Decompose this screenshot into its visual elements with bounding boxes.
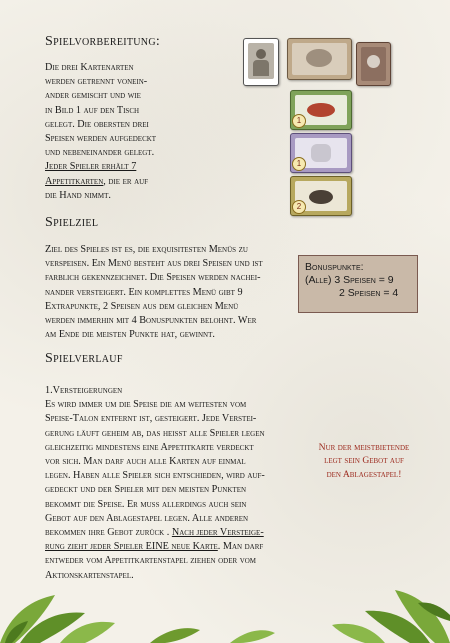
dish-shape — [306, 49, 332, 67]
text-line: Aktionskartenstapel. — [45, 569, 134, 581]
leaf-right-cluster — [332, 590, 450, 643]
text-line — [45, 160, 156, 174]
underlined-text: Jeder Spieler erhält 7 — [45, 161, 137, 173]
text-line: ander gemischt und wie — [45, 90, 141, 102]
text-line: am Ende die meisten Punkte hat, gewinnt. — [45, 329, 215, 341]
note-line: legt sein Gebot auf — [324, 455, 404, 467]
figure-body-shape — [253, 60, 269, 76]
text-fragment: , die er auf — [103, 175, 149, 187]
text-line: werden getrennt vonein- — [45, 76, 148, 88]
text-line: Speise-Talon entfernt ist, gesteigert. Jede Verstei- — [45, 413, 257, 425]
text-line: vor sich. Man darf auch alle Karten auf einmal — [45, 456, 246, 468]
points-badge: 1 — [292, 157, 306, 171]
text-line: gleichzeitig mindestens eine Appetitkarte verdeckt — [45, 441, 254, 453]
card-art — [248, 43, 274, 79]
text-line: farblich gekennzeichnet. Die Speisen werden nachei- — [45, 272, 261, 284]
text-line: Ziel des Spieles ist es, die exquisitesten Menüs zu — [45, 244, 248, 255]
text-fragment: bekommen ihre Gebot zurück . — [45, 527, 172, 539]
figure-head-shape — [256, 49, 266, 59]
text-line: gelegt. Die obersten drei — [45, 118, 149, 130]
text-line: bekommt die Speise. Er muss allerdings auch sein — [45, 498, 247, 510]
card-art — [361, 47, 386, 81]
text-line: werden immerhin mit 4 Bonuspunkten belohnt. Wer — [45, 315, 257, 327]
underlined-text: Nach jeder Versteige- — [171, 527, 264, 539]
text-line — [45, 526, 265, 540]
dish-shape — [307, 103, 335, 117]
text-line: die Hand nimmt. — [45, 189, 111, 201]
bonus-line-two: 2 Speisen = 4 — [339, 287, 399, 299]
note-line: den Ablagestapel! — [326, 468, 402, 480]
text-line: legen. Haben alle Spieler sich entschieden, wird auf- — [45, 470, 265, 482]
text-fragment: . Man darf — [217, 541, 264, 553]
card-art — [292, 43, 347, 75]
heading-spielvorbereitung: Spielvorbereitung: — [45, 34, 161, 49]
dish-shape — [309, 190, 333, 204]
text-line — [45, 175, 156, 189]
text-line: gedeckt und der Spieler mit den meisten Punkten — [45, 484, 247, 496]
setup-paragraph — [45, 61, 156, 203]
bonus-title: Bonuspunkte: — [305, 261, 364, 273]
points-badge: 2 — [292, 200, 306, 214]
leaf-middle-cluster — [150, 628, 275, 643]
text-line: Die drei Kartenarten — [45, 62, 134, 73]
subheading-versteigerungen: 1.Versteigerungen — [45, 385, 123, 396]
underlined-text: rung zieht jeder Spieler EINE neue Karte — [45, 541, 218, 553]
note-line: Nur der meistbietende — [318, 442, 410, 453]
text-line: und nebeneinander gelegt. — [45, 147, 155, 159]
leaf-left-cluster — [0, 595, 115, 643]
dish-shape — [311, 144, 331, 162]
decorative-leaves — [0, 575, 450, 643]
heading-spielverlauf: Spielverlauf — [45, 351, 123, 366]
text-line: nander versteigert. Ein komplettes Menü gibt 9 — [45, 286, 243, 298]
dish-card-deck — [287, 38, 352, 80]
bonus-line-all: (Alle) 3 Speisen = 9 — [305, 274, 394, 286]
points-badge: 1 — [292, 114, 306, 128]
text-line: Gebot auf den Ablagestapel legen. Alle anderen — [45, 512, 249, 524]
goal-paragraph — [45, 243, 263, 342]
dish-card-3 — [290, 176, 352, 216]
text-line: entweder vom Appetitkartenstapel ziehen oder vom — [45, 555, 257, 567]
text-line: verspeisen. Ein Menü besteht aus drei Speisen und ist — [45, 258, 263, 270]
underlined-text: Appetitkarten — [45, 175, 104, 187]
appetite-card-deck — [356, 42, 391, 86]
face-shape — [367, 55, 380, 68]
action-card-deck — [243, 38, 279, 86]
gameplay-paragraph — [45, 384, 265, 583]
side-note-highest-bidder — [309, 441, 419, 481]
text-line: Extrapunkte, 2 Speisen aus dem gleichen Menü — [45, 300, 239, 312]
text-line — [45, 540, 265, 554]
text-line: gerung läuft geheim ab, das heisst alle Spieler legen — [45, 427, 265, 439]
text-line: Es wird immer um die Speise die am weitesten vom — [45, 399, 247, 411]
text-line: Speisen werden aufgedeckt — [45, 133, 157, 145]
dish-card-2 — [290, 133, 352, 173]
text-line: in Bild 1 auf den Tisch — [45, 104, 140, 116]
heading-spielziel: Spielziel — [45, 215, 99, 230]
dish-card-1 — [290, 90, 352, 130]
bonus-points-box — [298, 255, 418, 313]
